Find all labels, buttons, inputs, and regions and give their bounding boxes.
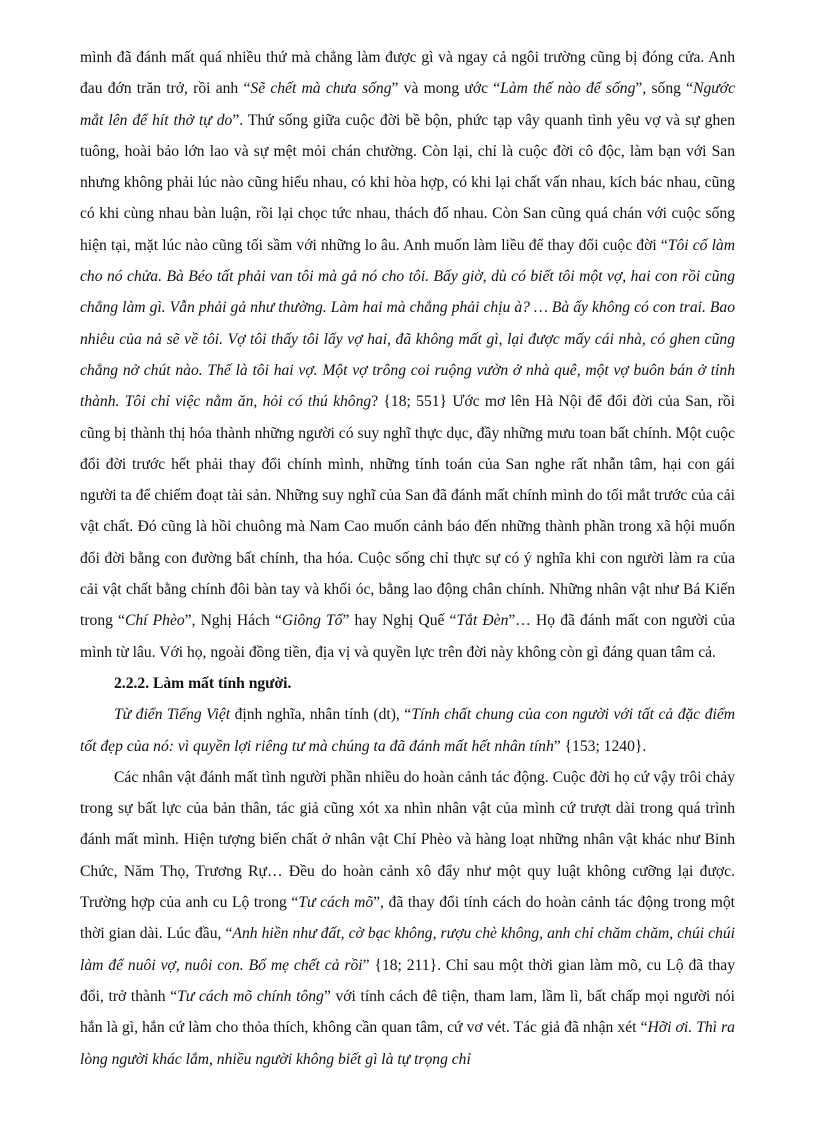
text-run: ”, Nghị Hách “ bbox=[184, 612, 282, 630]
text-run: . bbox=[287, 674, 292, 692]
text-run: Các nhân vật đánh mất tình người phần nhiều do hoàn cảnh tác động. Cuộc đời họ cứ vậy trôi chảy trong sự bất lực của bản thân, tác giả cũng xót xa nhìn nhân vật của mình cứ trượt dài trong quá trình đánh mất mình. Hiện tượng biến chất ở nhân vật Chí Phèo và hàng loạt những nhân vật khác như Binh Chức, Năm Thọ, Trương Rự… Đều do hoàn cảnh xô đẩy như một quy luật không cưỡng lại được. Trường hợp của anh cu Lộ trong “ bbox=[80, 768, 735, 912]
text-run: ? {18; 551} Ước mơ lên Hà Nội để đổi đời của San, rồi cũng bị thành thị hóa thành những người có suy nghĩ thực dục, đầy những mưu toan bất chính. Một cuộc đổi đời trước hết phải thay đổi chính mình, những tính toán của San nghe rất nhẫn tâm, hại con gái người ta để chiếm đoạt tài sản. Những suy nghĩ của San đã đánh mất chính mình do tối mắt trước của cải vật chất. Đó cũng là hồi chuông mà Nam Cao muốn cảnh báo đến những thành phần trong xã hội muốn đổi đời bằng con đường bất chính, tha hóa. Cuộc sống chỉ thực sự có ý nghĩa khi con người làm ra của cải vật chất bằng chính đôi bàn tay và khối óc, bằng lao động chân chính. Những nhân vật như Bá Kiến trong “ bbox=[80, 393, 735, 630]
italic-text: Tư cách mõ bbox=[298, 894, 374, 912]
italic-text: Ngước mắt lên để hít thở tự do bbox=[80, 80, 736, 129]
italic-text: Giông Tố bbox=[281, 612, 343, 630]
text-run: ”. Thứ sống giữa cuộc đời bề bộn, phức tạp vây quanh tình yêu vợ và sự ghen tuông, hoài bảo lớn lao và sự mệt mỏi chán chường. Còn lại, chỉ là cuộc đời cô độc, làm bạn với San nhưng không phải lúc nào cũng hiểu nhau, có khi hòa hợp, có khi lại chất vấn nhau, kích bác nhau, cũng có khi cùng nhau bàn luận, rồi lại chọc tức nhau, thách đố nhau. Còn San cũng quá chán với cuộc sống hiện tại, mặt lúc nào cũng tối sầm với những lo âu. Anh muốn làm liều để thay đổi cuộc đời “ bbox=[80, 111, 735, 254]
text-run: ”, sống “ bbox=[635, 80, 694, 98]
text-run: ” {153; 1240}. bbox=[553, 737, 647, 755]
section-heading bbox=[80, 668, 735, 699]
bold-text: 2.2.2. Làm mất tính người bbox=[114, 674, 288, 692]
definition-paragraph bbox=[80, 699, 735, 762]
text-run: ” hay Nghị Quế “ bbox=[342, 612, 457, 630]
italic-text: Sẽ chết mà chưa sống bbox=[250, 80, 392, 98]
italic-text: Từ điển Tiếng Việt bbox=[114, 706, 231, 724]
italic-text: Tư cách mõ chính tông bbox=[177, 987, 324, 1005]
text-run: ” với tính cách đê tiện, tham lam, lầm lì, bất chấp mọi người nói hắn là gì, hắn cứ làm cho thỏa thích, không cần quan tâm, cứ vơ vét. Tác giả đã nhận xét “ bbox=[80, 987, 735, 1037]
italic-text: Hỡi ơi. Thì ra lòng người khác lắm, nhiều người không biết gì là tự trọng chỉ bbox=[80, 1019, 735, 1068]
text-run: mình đã đánh mất quá nhiều thứ mà chẳng làm được gì và ngay cả ngôi trường cũng bị đóng cửa. Anh đau đớn trăn trở, rồi anh “ bbox=[80, 49, 735, 98]
italic-text: Làm thế nào để sống bbox=[500, 80, 636, 98]
text-run: ”… Họ đã đánh mất con người của mình từ lâu. Với họ, ngoài đồng tiền, địa vị và quyền lực trên đời này không còn gì đáng quan tâm cả. bbox=[80, 612, 735, 661]
text-run: ”, đã thay đổi tính cách do hoàn cảnh tác động trong một thời gian dài. Lúc đầu, “ bbox=[80, 894, 735, 943]
text-run: ” {18; 211}. Chỉ sau một thời gian làm mõ, cu Lộ đã thay đổi, trở thành “ bbox=[80, 956, 735, 1005]
italic-text: Tính chất chung của con người với tất cả đặc điểm tốt đẹp của nó: vì quyền lợi riêng tư mà chúng ta đã đánh mất hết nhân tính bbox=[80, 706, 736, 755]
body-paragraph bbox=[80, 762, 735, 1075]
italic-text: Anh hiền như đất, cờ bạc không, rượu chè không, anh chỉ chăm chăm, chúi chúi làm để nuôi vợ, nuôi con. Bố mẹ chết cả rồi bbox=[80, 925, 735, 974]
text-run: ” và mong ước “ bbox=[391, 80, 501, 98]
italic-text: Tôi cố làm cho nó chửa. Bà Béo tất phải van tôi mà gả nó cho tôi. Bấy giờ, dù có biết tôi một vợ, hai con rồi cũng chẳng làm gì. Vẫn phải gả như thường. Làm hai mà chẳng phải chịu à? … Bà ấy không có con trai. Bao nhiêu của nả sẽ về tôi. Vợ tôi thấy tôi lấy vợ hai, đã không mất gì, lại được mấy cái nhà, có ghen cũng chẳng nở chút nào. Thế là tôi hai vợ. Một vợ trông coi ruộng vườn ở nhà quê, một vợ buôn bán ở tỉnh thành. Tôi chỉ việc nằm ăn, hỏi có thú không bbox=[80, 236, 735, 411]
body-paragraph bbox=[80, 42, 735, 668]
italic-text: Tắt Đèn bbox=[456, 612, 509, 630]
text-run: định nghĩa, nhân tính (dt), “ bbox=[230, 706, 412, 724]
document-page bbox=[80, 42, 735, 1075]
italic-text: Chí Phèo bbox=[124, 612, 185, 630]
